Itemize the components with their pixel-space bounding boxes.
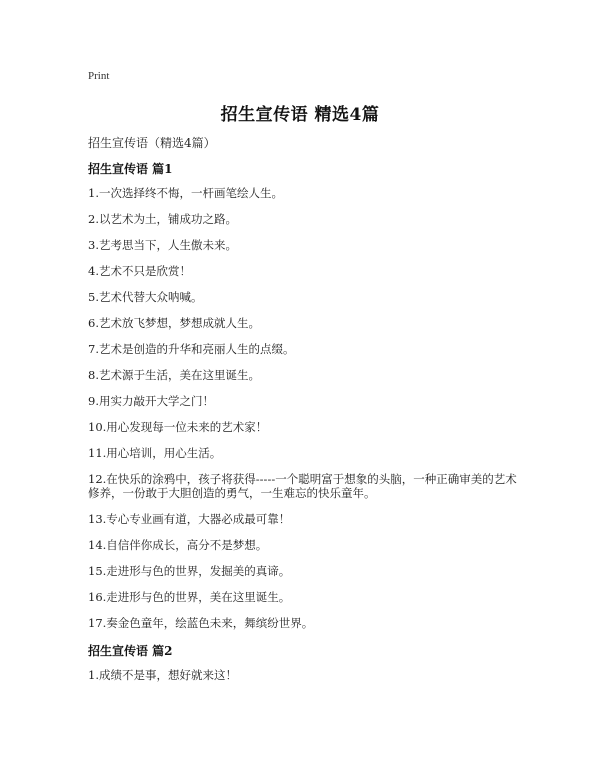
- list-item: 17.奏金色童年，绘蓝色未来，舞缤纷世界。: [88, 616, 314, 630]
- page-title: 招生宣传语 精选4篇: [220, 105, 380, 125]
- document-subtitle: 招生宣传语（精选4篇）: [88, 136, 216, 150]
- section-heading: 招生宣传语 篇1: [88, 162, 173, 176]
- list-item: 16.走进形与色的世界，美在这里诞生。: [88, 590, 291, 604]
- list-item: 4.艺术不只是欣赏！: [88, 264, 191, 278]
- list-item: 2.以艺术为土，铺成功之路。: [88, 212, 237, 226]
- list-item: 11.用心培训，用心生活。: [88, 446, 222, 460]
- section-heading: 招生宣传语 篇2: [88, 644, 173, 658]
- list-item: 9.用实力敲开大学之门！: [88, 394, 214, 408]
- print-label: Print: [88, 70, 110, 82]
- list-item: 5.艺术代替大众呐喊。: [88, 290, 203, 304]
- list-item: 12.在快乐的涂鸦中，孩子将获得-----一个聪明富于想象的头脑，一种正确审美的艺术修养，一份敢于大胆创造的勇气，一生难忘的快乐童年。: [88, 472, 517, 500]
- list-item: 13.专心专业画有道，大器必成最可靠！: [88, 512, 291, 526]
- list-item: 1.一次选择终不悔，一杆画笔绘人生。: [88, 186, 283, 200]
- list-item: 7.艺术是创造的升华和亮丽人生的点缀。: [88, 342, 295, 356]
- list-item: 6.艺术放飞梦想，梦想成就人生。: [88, 316, 260, 330]
- list-item: 14.自信伴你成长，高分不是梦想。: [88, 538, 268, 552]
- list-item: 1.成绩不是事，想好就来这！: [88, 668, 237, 682]
- list-item: 3.艺考思当下，人生傲未来。: [88, 238, 237, 252]
- document-body: [88, 160, 528, 694]
- list-item: 15.走进形与色的世界，发掘美的真谛。: [88, 564, 291, 578]
- list-item: 8.艺术源于生活，美在这里诞生。: [88, 368, 260, 382]
- list-item: 10.用心发现每一位未来的艺术家！: [88, 420, 268, 434]
